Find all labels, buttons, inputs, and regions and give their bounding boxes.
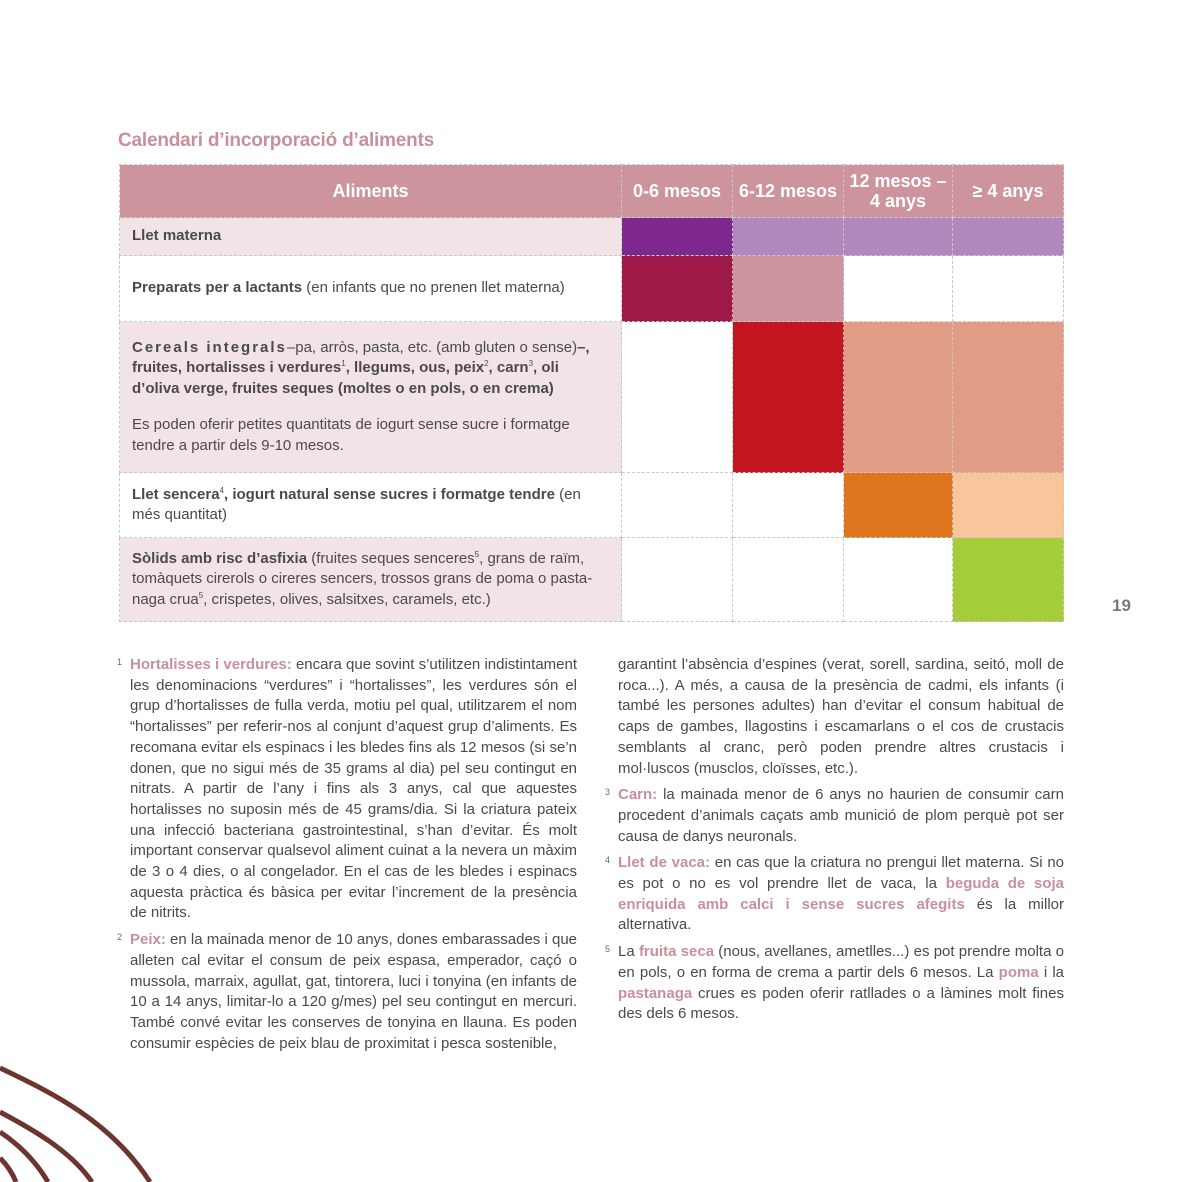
page-number: 19 xyxy=(1112,596,1131,615)
footnote-mark: 4 xyxy=(605,855,611,866)
period-cell xyxy=(733,256,844,322)
period-cell xyxy=(953,218,1064,256)
footnote-ref: 5 xyxy=(474,549,480,559)
footnotes-right-column xyxy=(605,655,1065,1031)
food-cell xyxy=(120,218,622,256)
period-cell xyxy=(733,322,844,473)
footnote-text: en cas que la criatura no prengui llet materna. Si no es pot o no es vol prendre llet de vaca, la xyxy=(618,854,1064,893)
footnote-2 xyxy=(117,930,577,1054)
curve-line xyxy=(0,1158,16,1182)
footnote-1 xyxy=(117,655,578,924)
footnote-text: la mainada menor de 6 anys no haurien de consumir carn procedent d’animals caçats amb munició de plom perquè pot ser causa de danys neuronals. xyxy=(618,786,1064,845)
period-cell xyxy=(844,322,953,473)
food-name: , llegums, ous, peix xyxy=(345,359,485,377)
footnote-ref: 3 xyxy=(528,359,534,369)
footnote-text: i la xyxy=(1038,963,1065,981)
food-calendar-table xyxy=(119,164,1064,622)
table-row xyxy=(120,322,1064,473)
header-12m-4y: 12 mesos – 4 anys xyxy=(844,165,953,218)
food-cell xyxy=(120,473,622,538)
period-cell xyxy=(844,218,953,256)
food-name: , carn xyxy=(488,359,529,377)
food-cell xyxy=(120,322,622,473)
food-name: , oli d’oliva verge, fruites seques (moltes o en pols, o en crema) xyxy=(132,359,559,397)
footnote-label: Llet de vaca: xyxy=(618,854,711,872)
header-aliments: Aliments xyxy=(120,165,622,218)
footnote-mark: 2 xyxy=(117,932,123,943)
header-0-6: 0-6 mesos xyxy=(622,165,733,218)
table-header-row xyxy=(120,165,1064,218)
table-row xyxy=(120,256,1064,322)
table-row xyxy=(120,538,1064,622)
footnote-highlight: pastanaga xyxy=(618,984,693,1002)
period-cell xyxy=(953,256,1064,322)
footnote-highlight: beguda de soja enriquida amb calci i sense sucres afegits xyxy=(618,875,1064,913)
footnote-mark: 1 xyxy=(117,657,123,667)
food-name: Sòlids amb risc d’asfixia xyxy=(132,549,308,567)
curve-line xyxy=(0,1132,48,1182)
food-cell xyxy=(120,538,622,622)
footnote-label: Peix: xyxy=(130,931,166,949)
food-detail: (fruites seques senceres xyxy=(307,549,475,567)
footnote-2-continued xyxy=(618,655,1064,779)
footnote-4 xyxy=(605,853,1064,936)
table-row xyxy=(120,473,1064,538)
food-note: Es poden oferir petites quantitats de iogurt sense sucre i formatge tendre a partir dels 9-10 mesos. xyxy=(132,416,570,454)
footnote-mark: 3 xyxy=(605,787,611,798)
period-cell xyxy=(844,256,953,322)
footnote-text: La xyxy=(618,943,639,961)
period-cell xyxy=(953,322,1064,473)
curve-line xyxy=(0,1112,92,1182)
footnote-ref: 5 xyxy=(198,590,204,600)
food-detail: (en més quantitat) xyxy=(132,485,581,523)
food-detail: –pa, arròs, pasta, etc. (amb gluten o sense) xyxy=(286,338,578,356)
food-name: Llet sencera xyxy=(132,485,220,503)
period-cell xyxy=(622,256,733,322)
footnote-text: encara que sovint s’utilitzen indistintament les denominacions “verdures” i “hortalisses”, les verdures són el grup d’hortalisses de fulla verda, motiu pel qual, utilitzarem el nom “hortalisses” per referir-nos al conjunt d’aquest grup d’aliments. Es recomana evitar els espinacs i les bledes fins als 12 mesos (si se’n donen, que no sigui més de 35 grams al dia) pel seu contingut en nitrats. A partir de l’any i fins als 3 anys, cal que aquestes hortalisses no suposin més de 45 grams/dia. Si la criatura pateix una infecció bacteriana gastrointestinal, s’han d’evitar. És molt important conservar qualsevol aliment cuinat a la nevera un màxim de 3 o 4 dies, o al congelador. En el cas de les bledes i espinacs aquesta pràctica és bàsica per evitar l’increment de la presència de nitrits. xyxy=(130,656,578,922)
footnote-ref: 4 xyxy=(219,485,224,495)
period-cell xyxy=(953,538,1064,622)
period-cell xyxy=(844,538,953,622)
footnote-ref: 1 xyxy=(341,359,346,369)
period-cell xyxy=(733,218,844,256)
period-cell xyxy=(622,218,733,256)
food-name: –, fruites, hortalisses i verdures xyxy=(132,338,590,377)
food-detail: (en infants que no prenen llet materna) xyxy=(302,279,565,297)
footnote-ref: 2 xyxy=(484,359,489,369)
period-cell xyxy=(733,473,844,538)
period-cell xyxy=(622,322,733,473)
period-cell xyxy=(953,473,1064,538)
decorative-curves-icon xyxy=(0,1040,180,1182)
period-cell xyxy=(733,538,844,622)
food-detail: , grans de raïm, tomàquets cirerols o cireres sencers, trossos grans de poma o pasta-naga crua xyxy=(132,549,593,608)
footnote-text: (nous, avellanes, ametlles...) es pot prendre molta o en pols, o en forma de crema a partir dels 6 mesos. La xyxy=(618,943,1065,981)
footnote-highlight: fruita seca xyxy=(638,943,715,961)
header-4y-plus: ≥ 4 anys xyxy=(953,165,1064,218)
period-cell xyxy=(844,473,953,538)
food-detail: , crispetes, olives, salsitxes, caramels, etc.) xyxy=(203,590,491,608)
header-6-12: 6-12 mesos xyxy=(733,165,844,218)
footnote-text: en la mainada menor de 10 anys, dones embarassades i que alleten cal evitar el consum de peix espasa, emperador, caçó o mussola, marraix, agullat, gat, tintorera, luci i tonyina (en infants de 10 a 14 anys, limitar-lo a 120 g/mes) pel seu contingut en mercuri. També convé evitar les conserves de tonyina en llauna. Es poden consumir espècies de peix blau de proximitat i pesca sostenible, xyxy=(130,931,577,1052)
footnote-highlight: poma xyxy=(998,963,1039,981)
food-cell xyxy=(120,256,622,322)
footnotes-left-column xyxy=(117,655,578,1060)
footnote-text: garantint l’absència d’espines (verat, sorell, sardina, seitó, moll de roca...). A més, a causa de la presència de cadmi, els infants (i també les persones adultes) han d’evitar el consum habitual de caps de gambes, llagostins i escamarlans o el cos de crustacis semblants al cranc, però poden prendre altres crustacis i mol·luscos (musclos, cloïsses, etc.). xyxy=(618,656,1064,777)
food-name: Preparats per a lactants xyxy=(132,279,303,297)
footnote-text: és la millor alternativa. xyxy=(618,895,1064,934)
page-title: Calendari d’incorporació d’aliments xyxy=(118,130,435,151)
table-row xyxy=(120,218,1064,256)
footnote-text: crues es poden oferir ratllades o a làmines molt fines des dels 6 mesos. xyxy=(618,984,1064,1023)
period-cell xyxy=(622,538,733,622)
food-name: , iogurt natural sense sucres i formatge tendre xyxy=(224,485,555,503)
period-cell xyxy=(622,473,733,538)
footnote-3 xyxy=(605,785,1064,847)
food-name: Llet materna xyxy=(132,227,222,245)
footnote-mark: 5 xyxy=(605,944,611,955)
food-name: Cereals integrals xyxy=(132,338,287,356)
footnote-5 xyxy=(605,942,1065,1025)
footnote-label: Carn: xyxy=(618,786,658,804)
footnote-label: Hortalisses i verdures: xyxy=(130,656,292,673)
